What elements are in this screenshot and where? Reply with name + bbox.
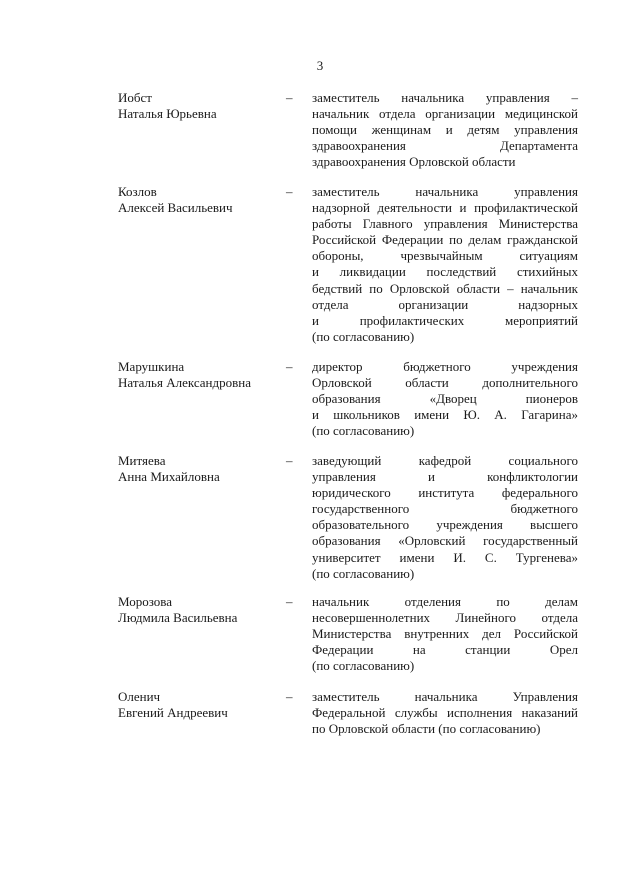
person-name — [118, 689, 278, 721]
surname: Иобст — [118, 90, 152, 105]
position-line: Орловской области дополнительного — [312, 375, 578, 391]
dash-separator: – — [286, 90, 293, 105]
position-line: образовательного учреждения высшего — [312, 517, 578, 533]
position-line: работы Главного управления Министерства — [312, 216, 578, 232]
position-line: несовершеннолетних Линейного отдела — [312, 610, 578, 626]
surname: Митяева — [118, 453, 166, 468]
position-line: заведующий кафедрой социального — [312, 453, 578, 468]
position-description — [312, 184, 578, 345]
position-line: (по согласованию) — [312, 423, 415, 439]
position-line: здравоохранения Департамента — [312, 138, 578, 154]
surname: Козлов — [118, 184, 157, 199]
person-name — [118, 359, 278, 391]
dash-separator: – — [286, 359, 293, 374]
position-line: надзорной деятельности и профилактической — [312, 200, 578, 216]
position-line: начальник отделения по делам — [312, 594, 578, 609]
surname: Морозова — [118, 594, 173, 609]
given-names: Наталья Александровна — [118, 375, 251, 390]
given-names: Алексей Васильевич — [118, 200, 233, 215]
position-line: заместитель начальника Управления — [312, 689, 578, 704]
position-line: по Орловской области (по согласованию) — [312, 721, 541, 737]
dash-separator: – — [286, 453, 293, 468]
position-description — [312, 594, 578, 674]
person-name — [118, 594, 278, 626]
position-line: юридического института федерального — [312, 485, 578, 501]
position-line: Федерации на станции Орел — [312, 642, 578, 658]
position-line: директор бюджетного учреждения — [312, 359, 578, 374]
position-line: Министерства внутренних дел Российской — [312, 626, 578, 642]
dash-separator: – — [286, 594, 293, 609]
position-description — [312, 453, 578, 582]
position-line: и профилактических мероприятий — [312, 312, 578, 328]
page-number: 3 — [316, 58, 324, 73]
position-line: обороны, чрезвычайным ситуациям — [312, 248, 578, 264]
position-description — [312, 359, 578, 439]
position-line: и школьников имени Ю. А. Гагарина» — [312, 407, 578, 423]
surname: Марушкина — [118, 359, 185, 374]
position-line: (по согласованию) — [312, 658, 415, 674]
position-line: помощи женщинам и детям управления — [312, 122, 578, 138]
position-line: (по согласованию) — [312, 328, 415, 344]
position-line: Федеральной службы исполнения наказаний — [312, 705, 578, 721]
person-name — [118, 184, 278, 216]
position-line: университет имени И. С. Тургенева» — [312, 549, 578, 565]
position-line: здравоохранения Орловской области — [312, 154, 516, 170]
position-line: и ликвидации последствий стихийных — [312, 264, 578, 280]
position-line: начальник отдела организации медицинской — [312, 106, 578, 122]
position-line: образования «Орловский государственный — [312, 533, 578, 549]
position-description — [312, 689, 578, 737]
position-line: (по согласованию) — [312, 565, 415, 581]
position-line: Российской Федерации по делам гражданской — [312, 232, 578, 248]
dash-separator: – — [286, 184, 293, 199]
given-names: Анна Михайловна — [118, 469, 220, 484]
position-line: управления и конфликтологии — [312, 469, 578, 485]
position-line: заместитель начальника управления – — [312, 90, 578, 105]
person-name — [118, 453, 278, 485]
position-line: заместитель начальника управления — [312, 184, 578, 199]
person-name — [118, 90, 278, 122]
dash-separator: – — [286, 689, 293, 704]
position-line: образования «Дворец пионеров — [312, 391, 578, 407]
given-names: Евгений Андреевич — [118, 705, 228, 720]
position-line: государственного бюджетного — [312, 501, 578, 517]
given-names: Наталья Юрьевна — [118, 106, 217, 121]
given-names: Людмила Васильевна — [118, 610, 238, 625]
position-line: отдела организации надзорных — [312, 296, 578, 312]
surname: Оленич — [118, 689, 161, 704]
position-description — [312, 90, 578, 170]
position-line: бедствий по Орловской области – начальник — [312, 280, 578, 296]
